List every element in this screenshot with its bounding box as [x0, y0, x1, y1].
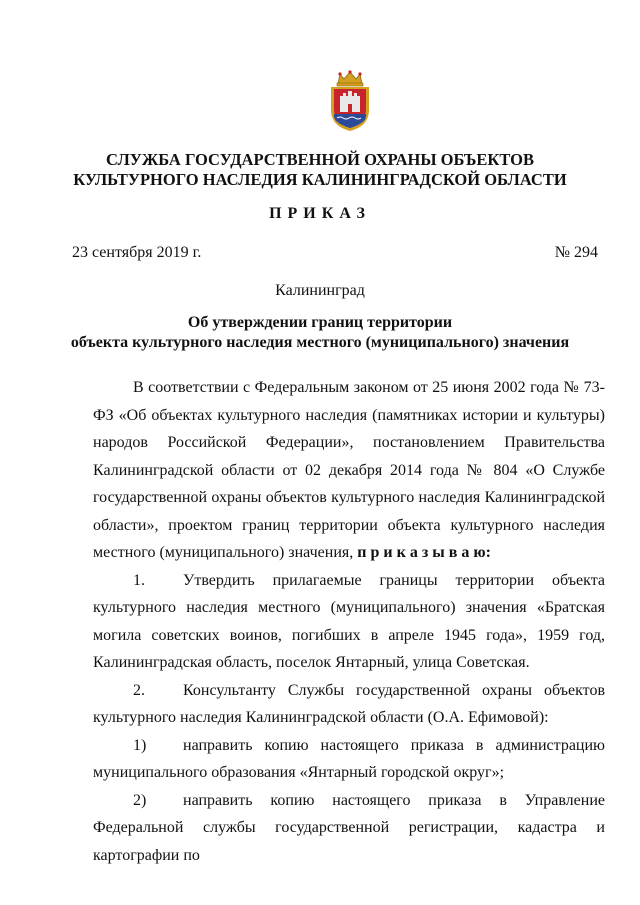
- document-title: [0, 313, 640, 353]
- item-text: направить копию настоящего приказа в Управление Федеральной службы государственной регистрации, кадастра и картографии по: [93, 791, 605, 864]
- item-number: 1): [133, 736, 147, 754]
- item-number: 2): [133, 791, 147, 809]
- intro-text: В соответствии с Федеральным законом от 25 июня 2002 года № 73-ФЗ «Об объектах культурного наследия (памятниках истории и культуры) народов Российской Федерации», постановлением Правительства Калининградской области от 02 декабря 2014 года № 804 «О Службе государственной охраны объектов культурного наследия Калининградской области», проектом границ территории объекта культурного наследия местного (муниципального) значения,: [93, 379, 605, 561]
- document-city: Калининград: [275, 282, 365, 299]
- list-item: [93, 567, 605, 677]
- item-text: Консультанту Службы государственной охраны объектов культурного наследия Калининградской области (О.А. Ефимовой):: [93, 681, 605, 726]
- organization-name: [0, 150, 640, 190]
- item-number: 2.: [133, 681, 145, 699]
- list-item: [93, 732, 605, 787]
- document-number: № 294: [554, 244, 598, 261]
- org-line-1: СЛУЖБА ГОСУДАРСТВЕННОЙ ОХРАНЫ ОБЪЕКТОВ: [105, 150, 534, 169]
- item-text: Утвердить прилагаемые границы территории объекта культурного наследия местного (муниципального) значения «Братская могила советских воинов, погибших в апреле 1945 года», 1959 год, Калининградская область, поселок Янтарный, улица Советская.: [93, 571, 605, 671]
- kaliningrad-coat-of-arms-icon: [326, 70, 374, 132]
- item-text: направить копию настоящего приказа в администрацию муниципального образования «Янтарный городской округ»;: [93, 736, 605, 781]
- intro-paragraph: [93, 374, 605, 567]
- title-line-1: Об утверждении границ территории: [187, 314, 453, 331]
- item-number: 1.: [133, 571, 145, 589]
- list-item: [93, 787, 605, 870]
- org-line-2: КУЛЬТУРНОГО НАСЛЕДИЯ КАЛИНИНГРАДСКОЙ ОБЛАСТИ: [73, 170, 567, 189]
- title-line-2: объекта культурного наследия местного (муниципального) значения: [70, 334, 570, 351]
- document-type: ПРИКАЗ: [269, 205, 371, 222]
- list-item: [93, 677, 605, 732]
- document-date: 23 сентября 2019 г.: [72, 244, 202, 261]
- document-body: [93, 374, 605, 869]
- order-word: п р и к а з ы в а ю:: [357, 544, 491, 561]
